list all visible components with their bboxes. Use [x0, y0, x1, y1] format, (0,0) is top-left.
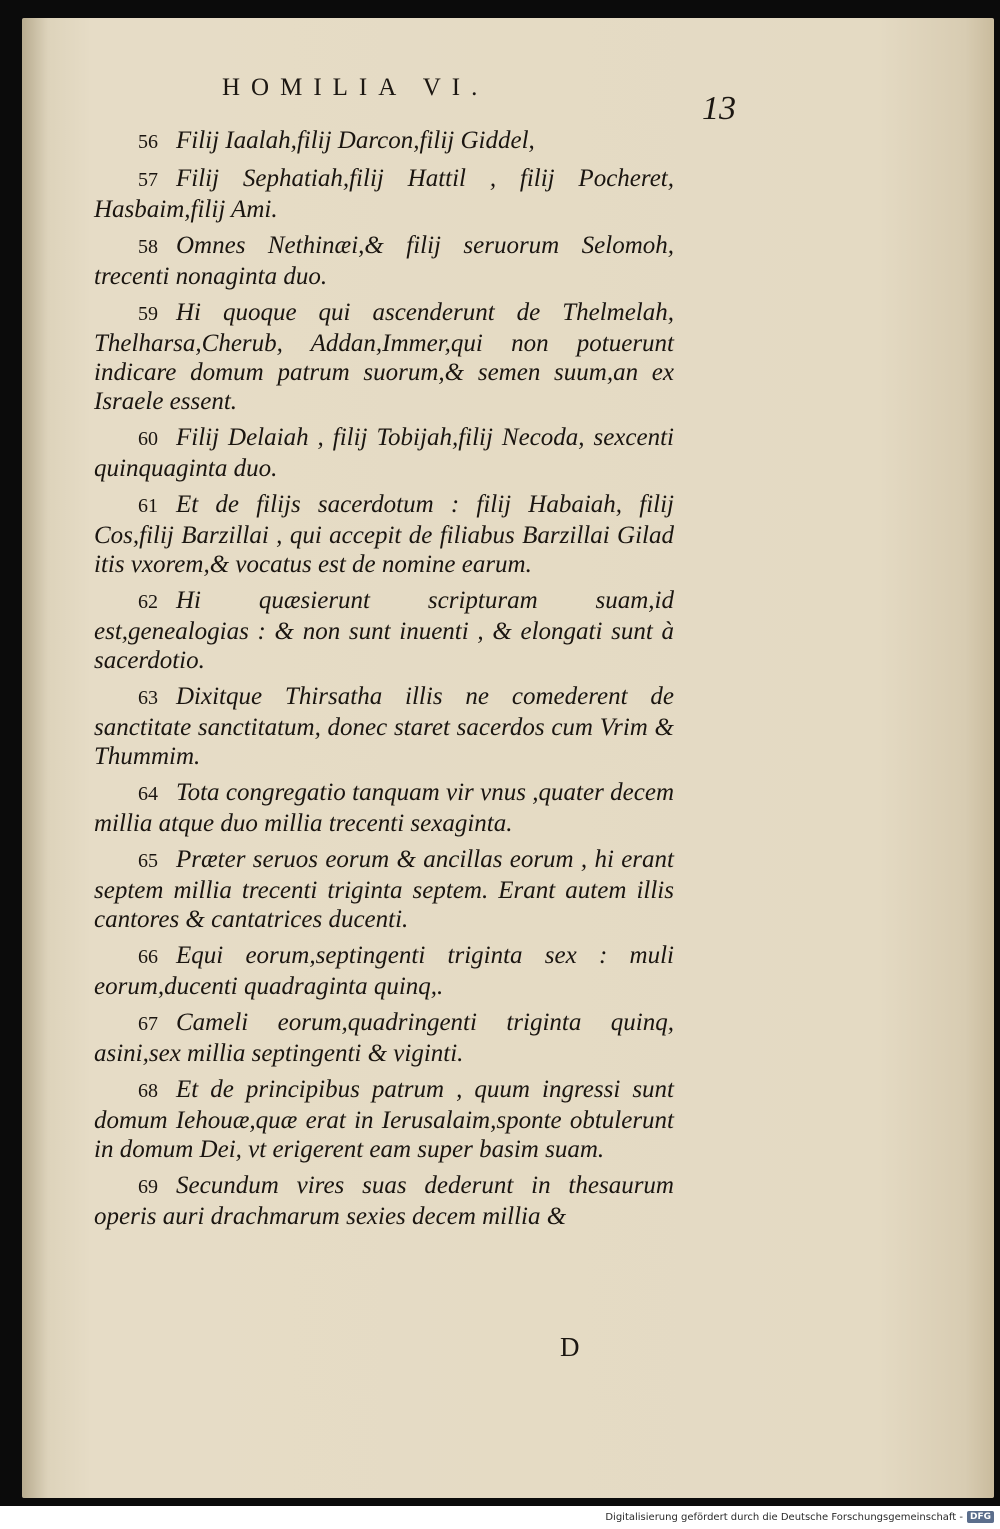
signature-mark: D — [560, 1332, 580, 1362]
verse-number: 65 — [138, 850, 158, 872]
verse-56 — [94, 126, 674, 157]
verse-67 — [94, 1008, 674, 1068]
verse-66 — [94, 941, 674, 1001]
verse-61 — [94, 490, 674, 579]
verse-65 — [94, 845, 674, 934]
page-number: 13 — [702, 90, 736, 127]
verse-number: 59 — [138, 303, 158, 325]
verse-number: 56 — [138, 131, 158, 153]
verse-number: 61 — [138, 495, 158, 517]
verse-number: 67 — [138, 1013, 158, 1035]
verse-text: Hi quoque qui ascenderunt de Thelmelah, Thelharsa,Cherub, Addan,Immer,qui non potuerunt indicare domum patrum suorum,& semen suum,an ex Israele essent. — [94, 299, 674, 415]
verse-59 — [94, 298, 674, 416]
verse-text: Dixitque Thirsatha illis ne comederent de sanctitate sanctitatum, donec staret sacerdos cum Vrim & Thummim. — [94, 683, 674, 770]
running-header: HOMILIA VI. — [222, 74, 489, 101]
verse-64 — [94, 778, 674, 838]
verse-60 — [94, 423, 674, 483]
verse-number: 68 — [138, 1080, 158, 1102]
verse-text: Præter seruos eorum & ancillas eorum , hi erant septem millia trecenti triginta septem. Erant autem illis cantores & cantatrices ducenti. — [94, 846, 674, 933]
verse-text: Cameli eorum,quadringenti triginta quinq, asini,sex millia septingenti & viginti. — [94, 1009, 674, 1067]
verse-text: Filij Delaiah , filij Tobijah,filij Necoda, sexcenti quinquaginta duo. — [94, 424, 674, 482]
verse-63 — [94, 682, 674, 771]
verse-number: 69 — [138, 1176, 158, 1198]
verse-number: 64 — [138, 783, 158, 805]
verse-number: 66 — [138, 946, 158, 968]
verse-57 — [94, 164, 674, 224]
verse-number: 62 — [138, 591, 158, 613]
verse-number: 63 — [138, 687, 158, 709]
book-page — [22, 18, 994, 1498]
verse-number: 60 — [138, 428, 158, 450]
verse-text: Hi quæsierunt scripturam suam,id est,genealogias : & non sunt inuenti , & elongati sunt à sacerdotio. — [94, 587, 674, 674]
verse-number: 57 — [138, 169, 158, 191]
verse-text: Tota congregatio tanquam vir vnus ,quater decem millia atque duo millia trecenti sexaginta. — [94, 779, 674, 837]
verse-62 — [94, 586, 674, 675]
verse-number: 58 — [138, 236, 158, 258]
verse-text: Et de principibus patrum , quum ingressi sunt domum Iehouæ,quæ erat in Ierusalaim,sponte obtulerunt in domum Dei, vt erigerent eam super basim suam. — [94, 1076, 674, 1163]
funding-footer — [605, 1511, 994, 1523]
verse-text: Filij Iaalah,filij Darcon,filij Giddel, — [176, 127, 535, 154]
verse-list — [94, 126, 674, 1238]
verse-text: Et de filijs sacerdotum : filij Habaiah, filij Cos,filij Barzillai , qui accepit de filiabus Barzillai Gilad itis vxorem,& vocatus est de nomine earum. — [94, 491, 674, 578]
verse-69 — [94, 1171, 674, 1231]
verse-text: Omnes Nethinæi,& filij seruorum Selomoh, trecenti nonaginta duo. — [94, 232, 674, 290]
verse-58 — [94, 231, 674, 291]
dfg-logo: DFG — [967, 1511, 994, 1523]
verse-68 — [94, 1075, 674, 1164]
footer-text: Digitalisierung gefördert durch die Deutsche Forschungsgemeinschaft - — [605, 1511, 963, 1523]
verse-text: Equi eorum,septingenti triginta sex : muli eorum,ducenti quadraginta quinq,. — [94, 942, 674, 1000]
verse-text: Secundum vires suas dederunt in thesaurum operis auri drachmarum sexies decem millia & — [94, 1172, 674, 1230]
verse-text: Filij Sephatiah,filij Hattil , filij Pocheret, Hasbaim,filij Ami. — [94, 165, 674, 223]
